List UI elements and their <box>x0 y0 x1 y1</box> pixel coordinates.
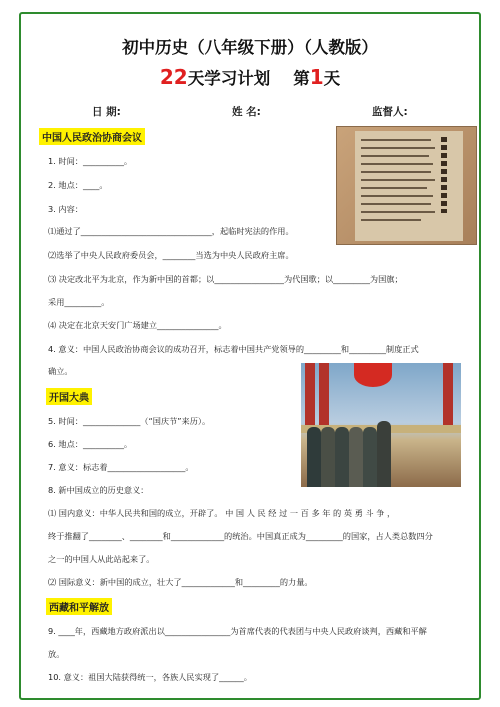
plan-subtitle <box>0 65 500 89</box>
supervisor-label: 监督人: <box>372 106 408 118</box>
list-item: 8. 新中国成立的历史意义： <box>48 485 149 495</box>
list-item: ⑵ 国际意义：新中国的成立，壮大了_____________和_________的力量。 <box>48 577 313 587</box>
list-item: ⑵选举了中央人民政府委员会，________当选为中央人民政府主席。 <box>48 250 294 260</box>
list-item: ⑷ 决定在北京天安门广场建立_______________。 <box>48 320 227 330</box>
list-item: 4. 意义：中国人民政治协商会议的成功召开，标志着中国共产党领导的_________和_________制度正式 <box>48 344 419 354</box>
list-item: ⑴ 国内意义：中华人民共和国的成立，开辟了。 中 国 人 民 经 过 一 百 多 年 的 英 勇 斗 争 ， <box>48 508 396 518</box>
list-item: 6. 地点：__________。 <box>48 439 133 449</box>
list-item: 2. 地点：____。 <box>48 180 108 190</box>
founding-ceremony-painting <box>301 363 461 487</box>
day-prefix: 第 <box>293 69 310 88</box>
name-label: 姓 名: <box>232 106 261 118</box>
plan-number: 22 <box>159 65 188 89</box>
day-suffix: 天 <box>323 69 341 88</box>
section-title-tibet: 西藏和平解放 <box>46 598 112 615</box>
page-title: 初中历史（八年级下册）（人教版） <box>122 38 378 57</box>
list-item: 采用_________。 <box>48 297 110 307</box>
list-item: 放。 <box>48 649 65 659</box>
date-label: 日 期: <box>92 106 121 118</box>
section-title-cppcc: 中国人民政治协商会议 <box>39 128 145 145</box>
common-program-document-photo <box>336 126 477 245</box>
day-number: 1 <box>309 65 324 89</box>
list-item: 1. 时间：__________。 <box>48 156 133 166</box>
section-title-founding-ceremony: 开国大典 <box>46 388 92 405</box>
list-item: ⑴通过了________________________________，起临时宪法的作用。 <box>48 226 294 236</box>
list-item: 终于推翻了________、________和_____________的统治。中国真正成为_________的国家，占人类总数四分 <box>48 531 433 541</box>
list-item: 3. 内容： <box>48 204 83 214</box>
list-item: 之一的中国人从此站起来了。 <box>48 554 155 564</box>
plan-text: 天学习计划 <box>187 69 271 88</box>
list-item: 10. 意义：祖国大陆获得统一，各族人民实现了______。 <box>48 672 252 682</box>
list-item: ⑶ 决定改北平为北京，作为新中国的首都；以_________________为代国歌；以_________为国旗； <box>48 274 403 284</box>
list-item: 5. 时间：______________（“国庆节”来历）。 <box>48 416 211 426</box>
list-item: 7. 意义：标志着___________________。 <box>48 462 194 472</box>
list-item: 确立。 <box>48 366 73 376</box>
list-item: 9. ____年，西藏地方政府派出以________________为首席代表的代表团与中央人民政府谈判，西藏和平解 <box>48 626 427 636</box>
